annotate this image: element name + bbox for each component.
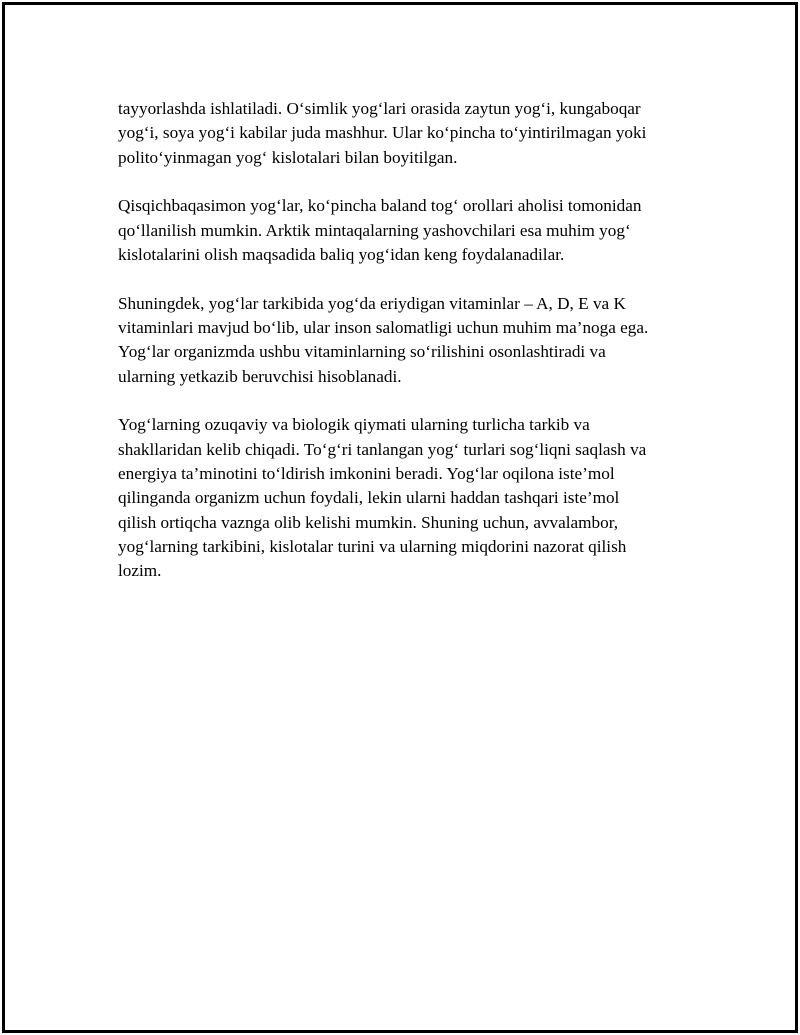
text-line: energiya ta’minotini to‘ldirish imkonini beradi. Yog‘lar oqilona iste’mol [118,464,615,484]
paragraph-1 [118,97,703,170]
text-line: qilinganda organizm uchun foydali, lekin ularni haddan tashqari iste’mol [118,488,620,508]
text-line: Qisqichbaqasimon yog‘lar, ko‘pincha baland tog‘ orollari aholisi tomonidan [118,196,642,216]
paragraph-2 [118,194,703,267]
document-page [2,2,798,1033]
text-line: yog‘i, soya yog‘i kabilar juda mashhur. Ular ko‘pincha to‘yintirilmagan yoki [118,123,647,143]
text-line: ularning yetkazib beruvchisi hisoblanadi. [118,366,402,386]
text-line: Yog‘lar organizmda ushbu vitaminlarning so‘rilishini osonlashtiradi va [118,342,606,362]
paragraph-4 [118,413,703,583]
paragraph-3 [118,292,703,389]
text-line: tayyorlashda ishlatiladi. O‘simlik yog‘lari orasida zaytun yog‘i, kungaboqar [118,99,641,118]
text-line: Shuningdek, yog‘lar tarkibida yog‘da eriydigan vitaminlar – A, D, E va K [118,293,626,313]
text-line: polito‘yinmagan yog‘ kislotalari bilan boyitilgan. [118,147,458,167]
text-line: yog‘larning tarkibini, kislotalar turini va ularning miqdorini nazorat qilish [118,536,627,556]
text-line: lozim. [118,561,162,581]
text-line: qo‘llanilish mumkin. Arktik mintaqalarning yashovchilari esa muhim yog‘ [118,220,631,240]
text-line: vitaminlari mavjud bo‘lib, ular inson salomatligi uchun muhim ma’noga ega. [118,318,649,338]
text-line: kislotalarini olish maqsadida baliq yog‘idan keng foydalanadilar. [118,244,565,264]
text-line: Yog‘larning ozuqaviy va biologik qiymati ularning turlicha tarkib va [118,415,590,435]
text-line: shakllaridan kelib chiqadi. To‘g‘ri tanlangan yog‘ turlari sog‘liqni saqlash va [118,439,647,459]
text-line: qilish ortiqcha vaznga olib kelishi mumkin. Shuning uchun, avvalambor, [118,512,619,532]
document-body [118,97,703,608]
